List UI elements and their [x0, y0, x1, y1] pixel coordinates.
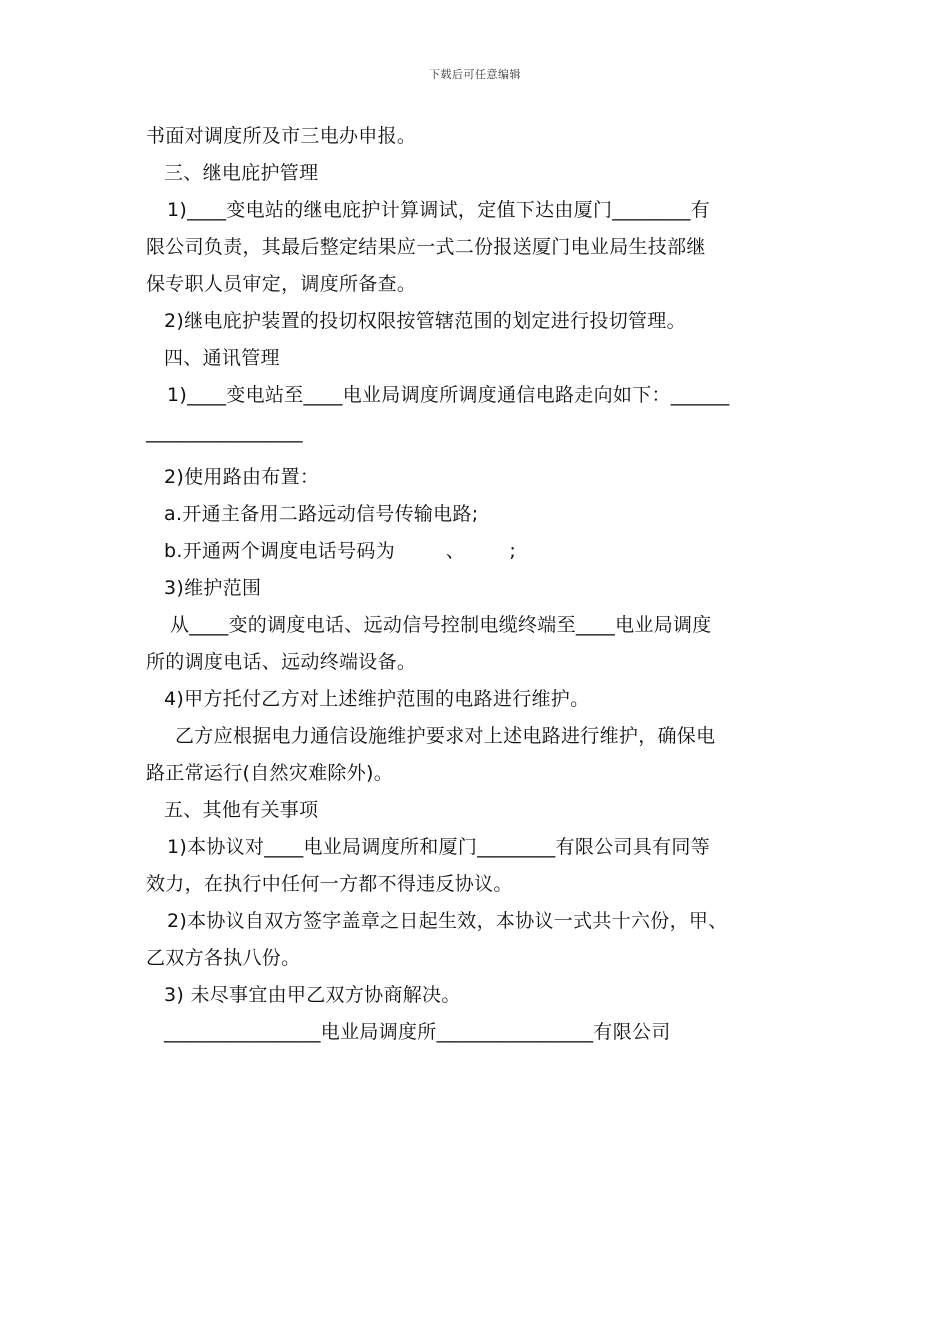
blank-fill-line: ________________	[146, 421, 303, 443]
page-header-caption: 下载后可任意编辑	[429, 68, 521, 81]
paragraph-line: 2)使用路由布置：	[164, 466, 320, 488]
paragraph-line: 3) 未尽事宜由甲乙双方协商解决。	[164, 984, 461, 1006]
paragraph-line: 限公司负责，其最后整定结果应一式二份报送厦门电业局生技部继	[146, 236, 706, 258]
paragraph-line: 书面对调度所及市三电办申报。	[146, 125, 417, 147]
paragraph-line: 2)继电庇护装置的投切权限按管辖范围的划定进行投切管理。	[164, 310, 686, 332]
paragraph-line: 乙双方各执八份。	[146, 947, 301, 969]
signature-line: ________________电业局调度所________________有限公司	[164, 1021, 671, 1043]
paragraph-line: 路正常运行(自然灾难除外)。	[146, 762, 394, 784]
section-heading-communication: 四、通讯管理	[164, 347, 280, 369]
document-body	[0, 118, 950, 1051]
paragraph-line: 4)甲方托付乙方对上述维护范围的电路进行维护。	[164, 688, 590, 710]
paragraph-line: 1)____变电站的继电庇护计算调试，定值下达由厦门________有	[167, 199, 711, 221]
paragraph-line: 所的调度电话、远动终端设备。	[146, 651, 417, 673]
paragraph-line: 效力，在执行中任何一方都不得违反协议。	[146, 873, 513, 895]
paragraph-line: 乙方应根据电力通信设施维护要求对上述电路进行维护，确保电	[175, 725, 716, 747]
paragraph-line: 从____变的调度电话、远动信号控制电缆终端至____电业局调度	[170, 614, 712, 636]
paragraph-line: 1)____变电站至____电业局调度所调度通信电路走向如下：______	[167, 384, 730, 406]
paragraph-line: 1)本协议对____电业局调度所和厦门________有限公司具有同等	[167, 836, 711, 858]
section-heading-other-matters: 五、其他有关事项	[164, 799, 319, 821]
section-heading-relay-protection: 三、继电庇护管理	[164, 162, 319, 184]
paragraph-line: 2)本协议自双方签字盖章之日起生效，本协议一式共十六份，甲、	[167, 910, 728, 932]
list-item: a.开通主备用二路远动信号传输电路;	[164, 503, 479, 525]
paragraph-line: 保专职人员审定，调度所备查。	[146, 273, 417, 295]
paragraph-line: 3)维护范围	[164, 577, 262, 599]
list-item: b.开通两个调度电话号码为 、 ;	[164, 540, 517, 562]
